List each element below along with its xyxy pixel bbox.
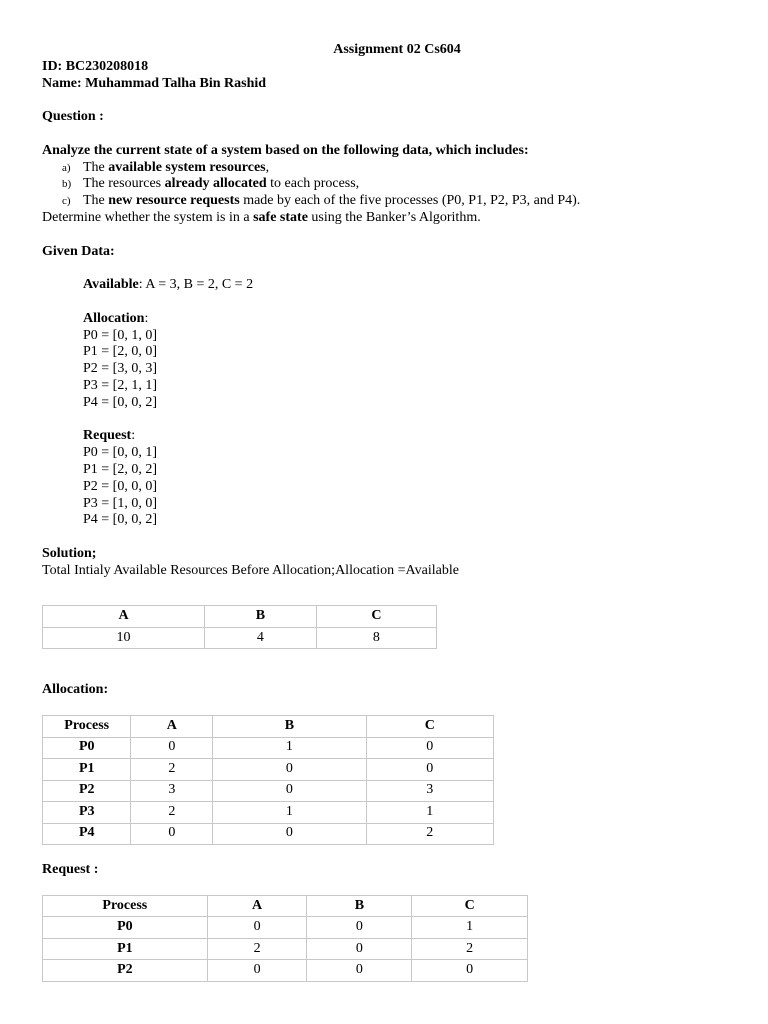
table-row: 10 4 8	[43, 627, 437, 649]
document-page	[42, 42, 732, 982]
list-item: P2 = [3, 0, 3]	[83, 361, 158, 377]
question-list	[42, 160, 732, 210]
question-intro: Analyze the current state of a system based on the following data, which includes:	[42, 142, 529, 158]
solution-line: Total Intialy Available Resources Before Allocation;Allocation =Available	[42, 562, 459, 578]
student-id: ID: BC230208018	[42, 58, 149, 74]
table-row: P3 2 1 1	[43, 802, 494, 824]
list-item: P4 = [0, 0, 2]	[83, 394, 158, 410]
student-name: Name: Muhammad Talha Bin Rashid	[42, 75, 267, 91]
allocation-heading: Allocation:	[42, 682, 109, 698]
list-item: P1 = [2, 0, 0]	[83, 344, 158, 360]
table-row: P4 0 0 2	[43, 823, 494, 845]
available-line: Available: A = 3, B = 2, C = 2	[83, 277, 254, 293]
list-item: P2 = [0, 0, 0]	[83, 478, 158, 494]
solution-heading: Solution;	[42, 545, 97, 561]
list-item: c) The new resource requests made by each of the five processes (P0, P1, P2, P3, and P4).	[62, 193, 581, 209]
list-item: P0 = [0, 1, 0]	[83, 327, 158, 343]
question-heading: Question :	[42, 109, 104, 125]
table-row: P1 2 0 0	[43, 759, 494, 781]
determine-line: Determine whether the system is in a safe state using the Banker’s Algorithm.	[42, 209, 481, 225]
table-row: P1 2 0 2	[43, 938, 528, 960]
list-item: P1 = [2, 0, 2]	[83, 461, 158, 477]
table-row: P2 3 0 3	[43, 780, 494, 802]
list-item: a) The available system resources,	[62, 159, 270, 175]
table-header-row: Process A B C	[43, 716, 494, 738]
list-item: P3 = [1, 0, 0]	[83, 495, 158, 511]
request-block: Request: P0 = [0, 0, 1] P1 = [2, 0, 2] P2 = [0, 0, 0] P3 = [1, 0, 0] P4 = [0, 0, 2]	[42, 428, 732, 529]
list-item: P3 = [2, 1, 1]	[83, 377, 158, 393]
allocation-table	[42, 715, 494, 845]
given-heading: Given Data:	[42, 243, 115, 259]
table-header-row: Process A B C	[43, 895, 528, 917]
totals-table	[42, 605, 437, 649]
allocation-block: Allocation: P0 = [0, 1, 0] P1 = [2, 0, 0] P2 = [3, 0, 3] P3 = [2, 1, 1] P4 = [0, 0, 2]	[42, 311, 732, 412]
list-item: P0 = [0, 0, 1]	[83, 445, 158, 461]
table-row: P2 0 0 0	[43, 960, 528, 982]
request-table	[42, 895, 528, 982]
table-row: P0 0 0 1	[43, 917, 528, 939]
table-row: P0 0 1 0	[43, 737, 494, 759]
document-title: Assignment 02 Cs604	[333, 42, 461, 57]
table-header-row: A B C	[43, 606, 437, 628]
request-heading: Request :	[42, 862, 99, 878]
list-item: b) The resources already allocated to each process,	[62, 176, 360, 192]
list-item: P4 = [0, 0, 2]	[83, 512, 158, 528]
